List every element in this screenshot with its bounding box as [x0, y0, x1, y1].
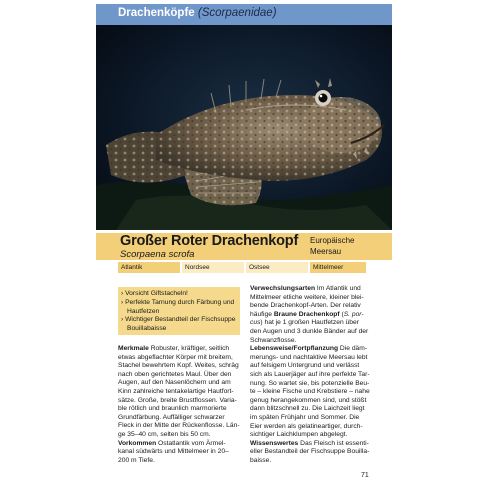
text-line: Im Atlantik und	[315, 285, 361, 292]
species-ref-brauner-drachenkopf: Braune Drachenkopf	[273, 310, 340, 318]
text-line: Ostatlantik vom Ärmel-	[156, 439, 226, 447]
text-line: dann blitzschnell zu. Die Laichzeit liegt	[250, 405, 365, 413]
text-line: sichtiger Laichklumpen abgelegt.	[250, 431, 348, 439]
fact-fish-soup-cont: Bouillabaisse	[127, 325, 167, 333]
family-name: Drachenköpfe	[118, 7, 195, 19]
text-line: den Augen und 3 dunkle Bänder auf der	[250, 327, 369, 335]
fact-camouflage-cont: Hautfetzen	[127, 307, 160, 315]
text-line: ge 35–40 cm, selten bis 50 cm.	[118, 430, 211, 438]
text-line: Augen, auf den Nasenlöchern und am	[118, 379, 231, 387]
region-tag-ostsee: Ostsee	[246, 262, 308, 273]
region-tag-atlantik: Atlantik	[118, 262, 180, 273]
text-line: Fleck in der Mitte der Rückenflosse. Län-	[118, 422, 240, 430]
heading-wissenswertes: Wissenswertes	[250, 439, 299, 447]
page-number: 71	[361, 472, 369, 479]
text-line: genug herangekommen sind, und stößt	[250, 396, 367, 404]
text-line: Grundfärbung. Auffälliger schwarzer	[118, 413, 225, 421]
heading-vorkommen: Vorkommen	[118, 439, 157, 447]
text-line: baisse.	[250, 456, 272, 464]
family-header-bar	[96, 4, 392, 25]
key-facts-box	[118, 287, 240, 335]
text-line: (	[339, 310, 344, 318]
latin-ref: cus	[250, 319, 261, 327]
species-title-block	[96, 233, 392, 260]
text-line: etwas abgeflachter Körper mit breitem,	[118, 353, 233, 361]
text-line: bende Drachenkopf-Arten. Der relativ	[250, 302, 361, 310]
description-left-column	[118, 345, 244, 465]
text-line: kanal südwärts und Mittelmeer in 20–	[118, 448, 229, 456]
alt-name-line1: Europäische	[310, 236, 355, 245]
text-line: Kinn zahlreiche tentakelartige Hautfort-	[118, 387, 234, 395]
species-name-german: Großer Roter Drachenkopf	[120, 233, 299, 249]
text-line: eller Bestandteil der Fischsuppe Bouilla-	[250, 448, 370, 456]
fact-camouflage: › Perfekte Tarnung durch Färbung und	[121, 298, 235, 306]
fish-photo	[96, 25, 392, 230]
text-line: Robuster, kräftiger, seitlich	[148, 345, 230, 352]
scorpionfish-illustration	[96, 25, 392, 230]
text-line: 200 m Tiefe.	[118, 456, 155, 464]
species-name-latin: Scorpaena scrofa	[120, 249, 195, 260]
text-line: Stachel bewehrtem Kopf. Weites, schräg	[118, 362, 239, 370]
fact-fish-soup: › Wichtiger Bestandteil der Fischsuppe	[121, 316, 236, 324]
text-line: ble rötlich und braunlich marmorierte	[118, 405, 227, 413]
text-line: Die däm-	[338, 345, 368, 353]
text-line: Eier werden als gelatineartiger, durch-	[250, 422, 363, 430]
text-line: sich als Lauerjäger auf ihre perfekte Tar-	[250, 370, 370, 378]
region-tags	[118, 262, 384, 273]
family-latin-name: (Scorpaenidae)	[197, 7, 277, 19]
region-tag-nordsee: Nordsee	[182, 262, 244, 273]
description-right-column	[250, 285, 386, 465]
text-line: im späten Frühjahr und Sommer. Die	[250, 413, 360, 421]
text-line: Schwanzflosse.	[250, 336, 297, 344]
species-alternative-name	[310, 235, 384, 257]
family-title	[118, 7, 277, 19]
alt-name-line2: Meersau	[310, 247, 342, 256]
text-line: nach oben gerichtetes Maul. Über den	[118, 370, 232, 378]
text-line: Das Fleisch ist essenti-	[298, 439, 369, 447]
text-line: ) hat je 1 großen Hautfetzen über	[260, 319, 359, 327]
book-page	[96, 0, 392, 488]
region-tag-mittelmeer: Mittelmeer	[310, 262, 366, 273]
heading-verwechslungsarten: Verwechslungsarten	[250, 285, 316, 292]
text-line: häufige	[250, 310, 274, 318]
text-line: merungs- und nachtaktive Meersau lebt	[250, 353, 368, 361]
text-line: Mittelmeer etliche weitere, kleiner blei-	[250, 293, 364, 301]
heading-merkmale: Merkmale	[118, 345, 149, 352]
text-line: auf felsigem Untergrund und verlässt	[250, 362, 360, 370]
fact-venom-warning: › Vorsicht Giftstacheln!	[121, 290, 188, 297]
text-line: te – kleine Fische und Krebstiere – nahe	[250, 388, 370, 396]
latin-ref: S. por-	[343, 310, 364, 318]
text-line: nung. So wartet sie, bis potenzielle Beu-	[250, 379, 370, 387]
heading-lebensweise: Lebensweise/Fortpflanzung	[250, 345, 339, 353]
text-line: sätze. Große, breite Brustflossen. Varia-	[118, 396, 237, 404]
